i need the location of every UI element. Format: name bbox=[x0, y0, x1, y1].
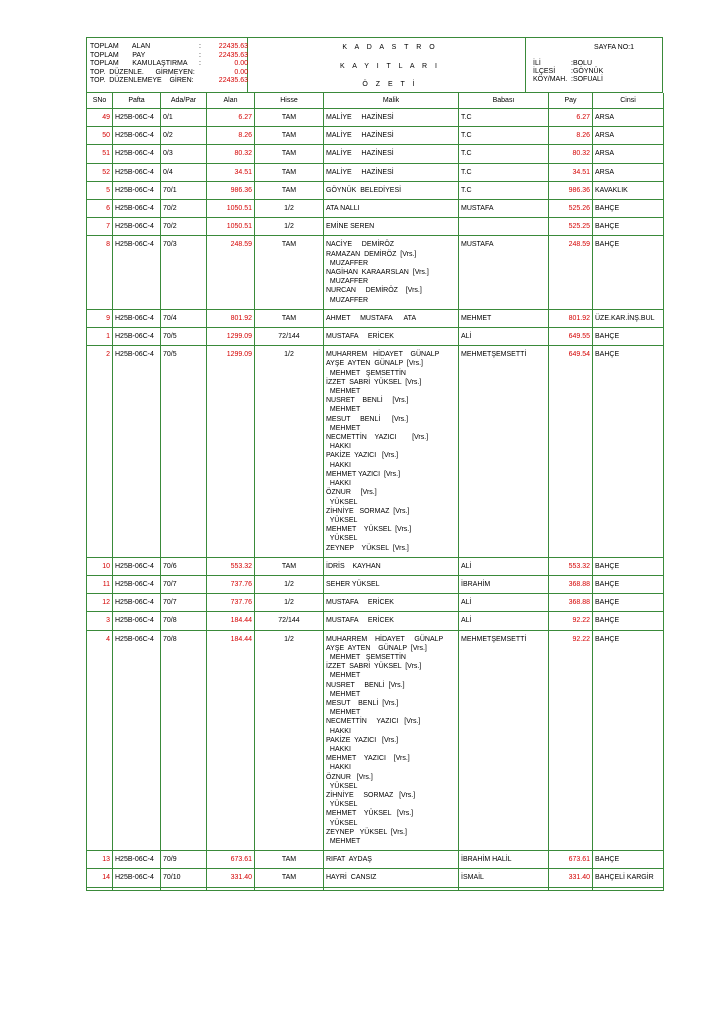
pafta-cell: H25B-06C-4 bbox=[113, 200, 161, 218]
sno-cell: 50 bbox=[87, 127, 113, 145]
alan-cell: 986.36 bbox=[207, 181, 255, 199]
malik-cell bbox=[324, 869, 459, 887]
sno-cell: 13 bbox=[87, 851, 113, 869]
owner-line: NACİYE DEMİRÖZ bbox=[326, 241, 395, 249]
babasi-cell: ALİ bbox=[459, 594, 549, 612]
alan-cell: 737.76 bbox=[207, 575, 255, 593]
pay-cell: 553.32 bbox=[549, 557, 593, 575]
malik-cell bbox=[324, 346, 459, 557]
pay-cell: 801.92 bbox=[549, 309, 593, 327]
sno-cell: 10 bbox=[87, 557, 113, 575]
owner-line: MEHMET bbox=[326, 424, 361, 432]
ada-par-cell: 70/5 bbox=[161, 346, 207, 557]
table-row bbox=[87, 612, 664, 630]
owner-line: ZEYNEP YÜKSEL [Vrs.] bbox=[326, 828, 407, 836]
total-value: 0.00 bbox=[234, 68, 248, 76]
owner-line: GÖYNÜK BELEDİYESİ bbox=[326, 186, 402, 194]
owner-line: YÜKSEL bbox=[326, 498, 358, 506]
owner-line: MUZAFFER bbox=[326, 259, 368, 267]
pafta-cell: H25B-06C-4 bbox=[113, 594, 161, 612]
ada-par-cell: 70/7 bbox=[161, 594, 207, 612]
malik-cell bbox=[324, 630, 459, 851]
owner-line: PAKİZE YAZICI [Vrs.] bbox=[326, 736, 399, 744]
owner-line: HAKKI bbox=[326, 745, 351, 753]
owner-line: MEHMET YAZICI [Vrs.] bbox=[326, 470, 401, 478]
pay-cell: 649.54 bbox=[549, 346, 593, 557]
malik-cell bbox=[324, 557, 459, 575]
cinsi-cell: BAHÇE bbox=[593, 630, 664, 851]
malik-cell bbox=[324, 328, 459, 346]
ada-par-cell: 70/1 bbox=[161, 181, 207, 199]
location-key: KÖY/MAH. bbox=[533, 76, 568, 83]
owner-line: HAKKI bbox=[326, 443, 351, 451]
column-header: Ada/Par bbox=[161, 93, 207, 109]
column-header: Pafta bbox=[113, 93, 161, 109]
pay-cell: 986.36 bbox=[549, 181, 593, 199]
pafta-cell: H25B-06C-4 bbox=[113, 612, 161, 630]
owner-line: SEHER YÜKSEL bbox=[326, 580, 380, 588]
cinsi-cell: ARSA bbox=[593, 145, 664, 163]
owner-line: HAKKI bbox=[326, 727, 351, 735]
alan-cell: 6.27 bbox=[207, 109, 255, 127]
hisse-cell: 1/2 bbox=[255, 575, 324, 593]
owner-line: MUZAFFER bbox=[326, 278, 368, 286]
hisse-cell: 1/2 bbox=[255, 594, 324, 612]
alan-cell: 34.51 bbox=[207, 163, 255, 181]
cinsi-cell: BAHÇE bbox=[593, 200, 664, 218]
table-row bbox=[87, 309, 664, 327]
table-row bbox=[87, 145, 664, 163]
owner-line: MEHMET bbox=[326, 388, 361, 396]
cinsi-cell: BAHÇE bbox=[593, 851, 664, 869]
cinsi-cell: BAHÇE bbox=[593, 594, 664, 612]
pay-cell: 80.32 bbox=[549, 145, 593, 163]
pay-cell: 34.51 bbox=[549, 163, 593, 181]
empty-cell bbox=[207, 887, 255, 890]
malik-cell bbox=[324, 575, 459, 593]
owner-line: AHMET MUSTAFA ATA bbox=[326, 314, 417, 322]
alan-cell: 80.32 bbox=[207, 145, 255, 163]
hisse-cell: TAM bbox=[255, 869, 324, 887]
owner-line: MEHMET bbox=[326, 406, 361, 414]
column-header: Hisse bbox=[255, 93, 324, 109]
ada-par-cell: 70/2 bbox=[161, 218, 207, 236]
title-line: K A Y I T L A R I bbox=[339, 63, 441, 70]
pafta-cell: H25B-06C-4 bbox=[113, 346, 161, 557]
owner-line: MUZAFFER bbox=[326, 296, 368, 304]
empty-cell bbox=[593, 887, 664, 890]
owner-line: NAGİHAN KARAARSLAN [Vrs.] bbox=[326, 269, 429, 277]
table-row bbox=[87, 200, 664, 218]
page-number: SAYFA NO:1 bbox=[594, 44, 634, 51]
pay-cell: 6.27 bbox=[549, 109, 593, 127]
alan-cell: 737.76 bbox=[207, 594, 255, 612]
owner-line: PAKİZE YAZICI [Vrs.] bbox=[326, 452, 399, 460]
hisse-cell: TAM bbox=[255, 309, 324, 327]
hisse-cell: 1/2 bbox=[255, 218, 324, 236]
owner-line: HAYRİ CANSIZ bbox=[326, 874, 377, 882]
malik-cell bbox=[324, 163, 459, 181]
sno-cell: 12 bbox=[87, 594, 113, 612]
total-label: TOP. DÜZENLEMEYE GİREN: bbox=[90, 77, 194, 84]
owner-line: İDRİS KAYHAN bbox=[326, 562, 381, 570]
babasi-cell: T.C bbox=[459, 163, 549, 181]
owner-line: MUSTAFA ERİCEK bbox=[326, 617, 394, 625]
location-value: :GÖYNÜK bbox=[571, 68, 604, 75]
ada-par-cell: 70/2 bbox=[161, 200, 207, 218]
table-row bbox=[87, 575, 664, 593]
cinsi-cell: BAHÇE bbox=[593, 218, 664, 236]
title-line: Ö Z E T İ bbox=[362, 81, 418, 88]
ada-par-cell: 70/7 bbox=[161, 575, 207, 593]
alan-cell: 553.32 bbox=[207, 557, 255, 575]
ada-par-cell: 70/6 bbox=[161, 557, 207, 575]
cinsi-cell: BAHÇE bbox=[593, 557, 664, 575]
owner-line: RIFAT AYDAŞ bbox=[326, 856, 372, 864]
pafta-cell: H25B-06C-4 bbox=[113, 575, 161, 593]
babasi-cell: ALİ bbox=[459, 328, 549, 346]
alan-cell: 801.92 bbox=[207, 309, 255, 327]
babasi-cell: T.C bbox=[459, 109, 549, 127]
pay-cell: 649.55 bbox=[549, 328, 593, 346]
cinsi-cell: ARSA bbox=[593, 109, 664, 127]
pafta-cell: H25B-06C-4 bbox=[113, 557, 161, 575]
location-value: :SOFUALİ bbox=[571, 76, 603, 83]
total-value: 22435.63 bbox=[218, 77, 248, 84]
alan-cell: 184.44 bbox=[207, 630, 255, 851]
hisse-cell: TAM bbox=[255, 145, 324, 163]
owner-line: YÜKSEL bbox=[326, 819, 358, 827]
malik-cell bbox=[324, 612, 459, 630]
empty-cell bbox=[549, 887, 593, 890]
owner-line: MALİYE HAZİNESİ bbox=[326, 114, 394, 121]
sno-cell: 11 bbox=[87, 575, 113, 593]
pay-cell: 368.88 bbox=[549, 575, 593, 593]
pafta-cell: H25B-06C-4 bbox=[113, 218, 161, 236]
malik-cell bbox=[324, 594, 459, 612]
sno-cell: 51 bbox=[87, 145, 113, 163]
babasi-cell bbox=[459, 218, 549, 236]
ada-par-cell: 70/8 bbox=[161, 612, 207, 630]
malik-cell bbox=[324, 309, 459, 327]
pay-cell: 248.59 bbox=[549, 236, 593, 309]
table-row bbox=[87, 181, 664, 199]
cinsi-cell: ÜZE.KAR.İNŞ.BUL bbox=[593, 309, 664, 327]
babasi-cell: İSMAİL bbox=[459, 869, 549, 887]
table-header-row bbox=[87, 93, 664, 109]
sno-cell: 52 bbox=[87, 163, 113, 181]
pafta-cell: H25B-06C-4 bbox=[113, 236, 161, 309]
owner-line: MESUT BENLİ [Vrs.] bbox=[326, 699, 399, 707]
babasi-cell: İBRAHİM HALİL bbox=[459, 851, 549, 869]
malik-cell bbox=[324, 236, 459, 309]
cinsi-cell: BAHÇE bbox=[593, 236, 664, 309]
cinsi-cell: BAHÇE bbox=[593, 575, 664, 593]
pay-cell: 92.22 bbox=[549, 630, 593, 851]
header-block bbox=[86, 37, 663, 93]
hisse-cell: 1/2 bbox=[255, 200, 324, 218]
malik-cell bbox=[324, 145, 459, 163]
malik-cell bbox=[324, 181, 459, 199]
hisse-cell: TAM bbox=[255, 181, 324, 199]
table-row bbox=[87, 869, 664, 887]
hisse-cell: 72/144 bbox=[255, 328, 324, 346]
column-header: Malik bbox=[324, 93, 459, 109]
column-header: Alan bbox=[207, 93, 255, 109]
pay-cell: 8.26 bbox=[549, 127, 593, 145]
owner-line: NECMETTİN YAZICI [Vrs.] bbox=[326, 718, 421, 726]
sno-cell: 6 bbox=[87, 200, 113, 218]
pafta-cell: H25B-06C-4 bbox=[113, 109, 161, 127]
malik-cell bbox=[324, 127, 459, 145]
babasi-cell: T.C bbox=[459, 181, 549, 199]
owner-line: ZİHNİYE SORMAZ [Vrs.] bbox=[326, 791, 416, 799]
total-value: 22435.63 bbox=[218, 51, 248, 59]
total-label: TOPLAM PAY bbox=[90, 51, 146, 59]
sno-cell: 9 bbox=[87, 309, 113, 327]
alan-cell: 1050.51 bbox=[207, 200, 255, 218]
hisse-cell: TAM bbox=[255, 236, 324, 309]
location-key: İLÇESİ bbox=[533, 68, 556, 75]
pay-cell: 368.88 bbox=[549, 594, 593, 612]
owner-line: MUHARREM HİDAYET GÜNALP bbox=[326, 351, 440, 359]
alan-cell: 1050.51 bbox=[207, 218, 255, 236]
alan-cell: 8.26 bbox=[207, 127, 255, 145]
pafta-cell: H25B-06C-4 bbox=[113, 309, 161, 327]
owner-line: MEHMET bbox=[326, 690, 361, 698]
owner-line: MEHMET bbox=[326, 838, 361, 845]
total-label: TOPLAM KAMULAŞTIRMA bbox=[90, 60, 188, 67]
ada-par-cell: 70/4 bbox=[161, 309, 207, 327]
pafta-cell: H25B-06C-4 bbox=[113, 851, 161, 869]
ada-par-cell: 0/1 bbox=[161, 109, 207, 127]
sno-cell: 4 bbox=[87, 630, 113, 851]
ada-par-cell: 0/2 bbox=[161, 127, 207, 145]
babasi-cell: MEHMETŞEMSETTİ bbox=[459, 346, 549, 557]
column-header: Cinsi bbox=[593, 93, 664, 109]
location-key: İLİ bbox=[533, 60, 541, 67]
table-row bbox=[87, 328, 664, 346]
table-row bbox=[87, 163, 664, 181]
babasi-cell: MUSTAFA bbox=[459, 200, 549, 218]
owner-line: MEHMET ŞEMSETTİN bbox=[326, 369, 406, 377]
owner-line: MEHMET ŞEMSETTİN bbox=[326, 653, 406, 661]
sno-cell: 7 bbox=[87, 218, 113, 236]
owner-line: EMİNE SEREN bbox=[326, 223, 375, 231]
owner-line: MEHMET bbox=[326, 709, 361, 717]
pay-cell: 331.40 bbox=[549, 869, 593, 887]
hisse-cell: 1/2 bbox=[255, 346, 324, 557]
babasi-cell: MUSTAFA bbox=[459, 236, 549, 309]
hisse-cell: TAM bbox=[255, 557, 324, 575]
malik-cell bbox=[324, 218, 459, 236]
total-label: TOP. DÜZENLE. GİRMEYEN: bbox=[90, 68, 195, 76]
ada-par-cell: 70/8 bbox=[161, 630, 207, 851]
owner-line: ZEYNEP YÜKSEL [Vrs.] bbox=[326, 544, 409, 552]
empty-cell bbox=[324, 887, 459, 890]
alan-cell: 248.59 bbox=[207, 236, 255, 309]
owner-line: NUSRET BENLİ [Vrs.] bbox=[326, 397, 409, 405]
owner-line: NUSRET BENLİ [Vrs.] bbox=[326, 681, 405, 689]
hisse-cell: TAM bbox=[255, 127, 324, 145]
cinsi-cell: BAHÇELİ KARGİR bbox=[593, 869, 664, 887]
table-row bbox=[87, 346, 664, 557]
sno-cell: 14 bbox=[87, 869, 113, 887]
total-value: 22435.63 bbox=[218, 43, 248, 50]
cinsi-cell: BAHÇE bbox=[593, 328, 664, 346]
table-row bbox=[87, 630, 664, 851]
pafta-cell: H25B-06C-4 bbox=[113, 145, 161, 163]
ada-par-cell: 70/9 bbox=[161, 851, 207, 869]
hisse-cell: TAM bbox=[255, 109, 324, 127]
ada-par-cell: 70/10 bbox=[161, 869, 207, 887]
ada-par-cell: 70/5 bbox=[161, 328, 207, 346]
owner-line: YÜKSEL bbox=[326, 782, 358, 790]
owner-line: MALİYE HAZİNESİ bbox=[326, 168, 394, 176]
table-row bbox=[87, 594, 664, 612]
sno-cell: 1 bbox=[87, 328, 113, 346]
table-row bbox=[87, 236, 664, 309]
table-row bbox=[87, 557, 664, 575]
column-header: Babası bbox=[459, 93, 549, 109]
owner-line: MEHMET YÜKSEL [Vrs.] bbox=[326, 526, 412, 534]
column-header: SNo bbox=[87, 93, 113, 109]
owner-line: NECMETTİN YAZICI [Vrs.] bbox=[326, 434, 429, 442]
owner-line: İZZET SABRİ YÜKSEL [Vrs.] bbox=[326, 663, 422, 671]
owner-line: MUSTAFA ERİCEK bbox=[326, 599, 394, 607]
babasi-cell: T.C bbox=[459, 145, 549, 163]
pay-cell: 92.22 bbox=[549, 612, 593, 630]
total-value: 0.00 bbox=[234, 60, 248, 67]
table-row bbox=[87, 127, 664, 145]
owner-line: MEHMET bbox=[326, 672, 361, 680]
owner-line: AYŞE AYTEN GÜNALP [Vrs.] bbox=[326, 360, 423, 368]
sno-cell: 5 bbox=[87, 181, 113, 199]
owner-line: YÜKSEL bbox=[326, 801, 358, 809]
table-row bbox=[87, 218, 664, 236]
cadastre-table bbox=[86, 93, 664, 891]
owner-line: ATA NALLI bbox=[326, 205, 360, 213]
owner-line: MUSTAFA ERİCEK bbox=[326, 333, 394, 341]
sno-cell: 8 bbox=[87, 236, 113, 309]
location-value: :BOLU bbox=[571, 60, 593, 67]
malik-cell bbox=[324, 200, 459, 218]
babasi-cell: MEHMETŞEMSETTİ bbox=[459, 630, 549, 851]
location-block bbox=[533, 60, 658, 84]
empty-cell bbox=[87, 887, 113, 890]
sno-cell: 49 bbox=[87, 109, 113, 127]
hisse-cell: 72/144 bbox=[255, 612, 324, 630]
owner-line: ZİHNİYE SORMAZ [Vrs.] bbox=[326, 507, 410, 515]
owner-line: HAKKI bbox=[326, 480, 351, 488]
total-label: TOPLAM ALAN bbox=[90, 43, 151, 50]
cinsi-cell: BAHÇE bbox=[593, 612, 664, 630]
pafta-cell: H25B-06C-4 bbox=[113, 630, 161, 851]
babasi-cell: T.C bbox=[459, 127, 549, 145]
empty-cell bbox=[113, 887, 161, 890]
empty-cell bbox=[161, 887, 207, 890]
sno-cell: 2 bbox=[87, 346, 113, 557]
owner-line: ÖZNUR [Vrs.] bbox=[326, 489, 377, 497]
babasi-cell: ALİ bbox=[459, 557, 549, 575]
alan-cell: 1299.09 bbox=[207, 328, 255, 346]
sno-cell: 3 bbox=[87, 612, 113, 630]
owner-line: HAKKI bbox=[326, 461, 351, 469]
owner-line: MEHMET YÜKSEL [Vrs.] bbox=[326, 810, 414, 818]
table-row-empty bbox=[87, 887, 664, 890]
hisse-cell: TAM bbox=[255, 163, 324, 181]
table-row bbox=[87, 109, 664, 127]
owner-line: MESUT BENLİ [Vrs.] bbox=[326, 415, 409, 423]
babasi-cell: ALİ bbox=[459, 612, 549, 630]
malik-cell bbox=[324, 851, 459, 869]
pay-cell: 525.25 bbox=[549, 218, 593, 236]
owner-line: ÖZNUR [Vrs.] bbox=[326, 773, 373, 781]
owner-line: MALİYE HAZİNESİ bbox=[326, 150, 394, 158]
pafta-cell: H25B-06C-4 bbox=[113, 328, 161, 346]
owner-line: MEHMET YAZICI [Vrs.] bbox=[326, 755, 410, 763]
alan-cell: 331.40 bbox=[207, 869, 255, 887]
owner-line: HAKKI bbox=[326, 764, 351, 772]
ada-par-cell: 0/3 bbox=[161, 145, 207, 163]
cinsi-cell: ARSA bbox=[593, 163, 664, 181]
owner-line: NURCAN DEMİRÖZ [Vrs.] bbox=[326, 287, 422, 295]
owner-line: RAMAZAN DEMİRÖZ [Vrs.] bbox=[326, 250, 417, 258]
cinsi-cell: ARSA bbox=[593, 127, 664, 145]
empty-cell bbox=[255, 887, 324, 890]
document-page bbox=[86, 37, 663, 891]
ada-par-cell: 70/3 bbox=[161, 236, 207, 309]
pafta-cell: H25B-06C-4 bbox=[113, 869, 161, 887]
owner-line: İZZET SABRİ YÜKSEL [Vrs.] bbox=[326, 378, 422, 386]
owner-line: AYŞE AYTEN GÜNALP [Vrs.] bbox=[326, 644, 427, 652]
alan-cell: 184.44 bbox=[207, 612, 255, 630]
pafta-cell: H25B-06C-4 bbox=[113, 181, 161, 199]
hisse-cell: 1/2 bbox=[255, 630, 324, 851]
babasi-cell: MEHMET bbox=[459, 309, 549, 327]
alan-cell: 673.61 bbox=[207, 851, 255, 869]
pay-cell: 525.26 bbox=[549, 200, 593, 218]
owner-line: YÜKSEL bbox=[326, 535, 358, 543]
pafta-cell: H25B-06C-4 bbox=[113, 163, 161, 181]
hisse-cell: TAM bbox=[255, 851, 324, 869]
column-header: Pay bbox=[549, 93, 593, 109]
malik-cell bbox=[324, 109, 459, 127]
empty-cell bbox=[459, 887, 549, 890]
cinsi-cell: KAVAKLIK bbox=[593, 181, 664, 199]
pafta-cell: H25B-06C-4 bbox=[113, 127, 161, 145]
owner-line: MALİYE HAZİNESİ bbox=[326, 132, 394, 140]
owner-line: MUHARREM HİDAYET GÜNALP bbox=[326, 635, 444, 643]
pay-cell: 673.61 bbox=[549, 851, 593, 869]
babasi-cell: İBRAHİM bbox=[459, 575, 549, 593]
alan-cell: 1299.09 bbox=[207, 346, 255, 557]
cinsi-cell: BAHÇE bbox=[593, 346, 664, 557]
ada-par-cell: 0/4 bbox=[161, 163, 207, 181]
owner-line: YÜKSEL bbox=[326, 516, 358, 524]
table-row bbox=[87, 851, 664, 869]
title-line: K A D A S T R O bbox=[342, 44, 438, 51]
totals-block: TOPLAM ALAN : 22435.63 TOPLAM PAY : 22435.63 TOPLAM KAMULAŞTIRMA : 0.00 TOP. DÜZENLE. GİRMEYEN: 0.00 TOP. DÜZENLEMEYE GİREN: 22435.63 bbox=[90, 43, 248, 84]
